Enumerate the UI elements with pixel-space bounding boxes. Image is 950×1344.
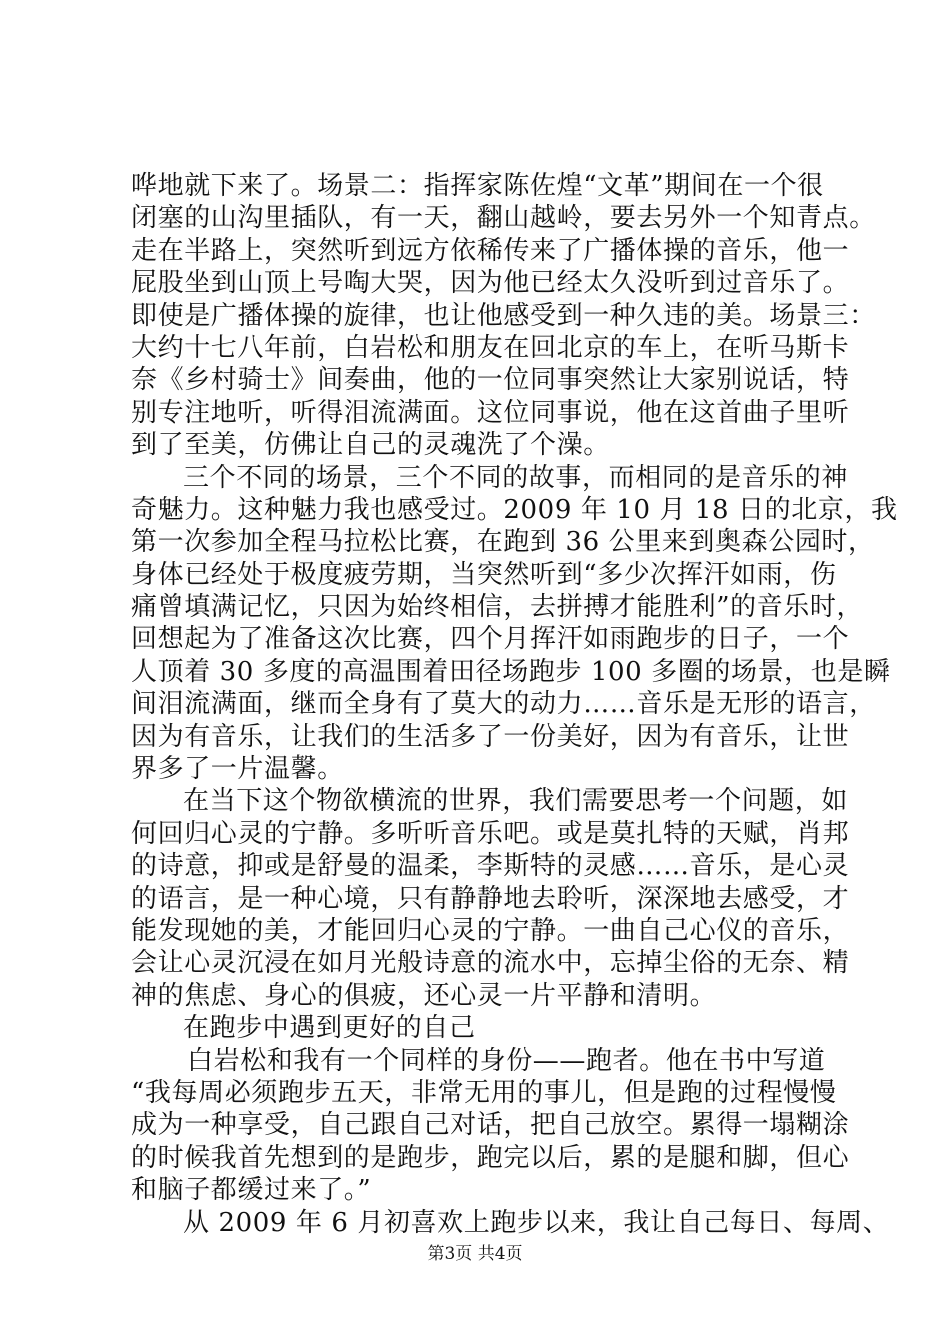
text-line: 别专注地听，听得泪流满面。这位同事说，他在这首曲子里听 [131,397,850,428]
text-line: 痛曾填满记忆，只因为始终相信，去拼搏才能胜利”的音乐时， [131,592,864,623]
text-line: 奇魅力。这种魅力我也感受过。2009 年 10 月 18 日的北京，我 [131,494,898,525]
text-line: 会让心灵沉浸在如月光般诗意的流水中，忘掉尘俗的无奈、精 [131,948,850,979]
text-line: 何回归心灵的宁静。多听听音乐吧。或是莫扎特的天赋，肖邦 [131,818,850,849]
text-line: 和脑子都缓过来了。” [131,1175,372,1206]
text-line: 的语言，是一种心境，只有静静地去聆听，深深地去感受，才 [131,883,850,914]
text-line: 大约十七八年前，白岩松和朋友在回北京的车上，在听马斯卡 [131,332,850,363]
text-line: 从 2009 年 6 月初喜欢上跑步以来，我让自己每日、每周、 [183,1207,890,1238]
text-line: 回想起为了准备这次比赛，四个月挥汗如雨跑步的日子，一个 [131,624,850,655]
text-line: 的诗意，抑或是舒曼的温柔，李斯特的灵感……音乐，是心灵 [131,851,850,882]
text-line: 在当下这个物欲横流的世界，我们需要思考一个问题，如 [183,786,849,817]
text-line: 在跑步中遇到更好的自己 [183,1013,476,1044]
text-line: 闭塞的山沟里插队，有一天，翻山越岭，要去另外一个知青点。 [131,203,876,234]
document-body [131,170,898,1239]
text-line: 的时候我首先想到的是跑步，跑完以后，累的是腿和脚，但心 [131,1142,850,1173]
text-line: 成为一种享受，自己跟自己对话，把自己放空。累得一塌糊涂 [131,1110,850,1141]
text-line: 屁股坐到山顶上号啕大哭，因为他已经太久没听到过音乐了。 [131,268,850,299]
text-line: “我每周必须跑步五天，非常无用的事儿，但是跑的过程慢慢 [131,1077,837,1108]
text-line: 因为有音乐，让我们的生活多了一份美好，因为有音乐，让世 [131,721,850,752]
text-line: 神的焦虑、身心的俱疲，还心灵一片平静和清明。 [131,980,717,1011]
text-line: 第一次参加全程马拉松比赛，在跑到 36 公里来到奥森公园时， [131,527,875,558]
text-line: 界多了一片温馨。 [131,754,344,785]
text-line: 哗地就下来了。场景二：指挥家陈佐煌“文革”期间在一个很 [131,171,824,201]
text-line: 奈《乡村骑士》间奏曲，他的一位同事突然让大家别说话，特 [131,365,850,396]
text-line: 间泪流满面，继而全身有了莫大的动力……音乐是无形的语言， [131,689,876,720]
text-line: 人顶着 30 多度的高温围着田径场跑步 100 多圈的场景，也是瞬 [131,656,891,687]
text-line: 即使是广播体操的旋律，也让他感受到一种久违的美。场景三： [131,300,876,331]
text-line: 能发现她的美，才能回归心灵的宁静。一曲自己心仪的音乐， [131,915,850,946]
text-line: 走在半路上，突然听到远方依稀传来了广播体操的音乐，他一 [131,235,850,266]
text-line: 三个不同的场景，三个不同的故事，而相同的是音乐的神 [183,462,849,493]
text-line: 白岩松和我有一个同样的身份——跑者。他在书中写道 [187,1045,826,1076]
text-line: 身体已经处于极度疲劳期，当突然听到“多少次挥汗如雨，伤 [131,559,837,590]
page-footer: 第3页 共4页 [427,1244,523,1264]
text-line: 到了至美，仿佛让自己的灵魂洗了个澡。 [131,430,610,461]
